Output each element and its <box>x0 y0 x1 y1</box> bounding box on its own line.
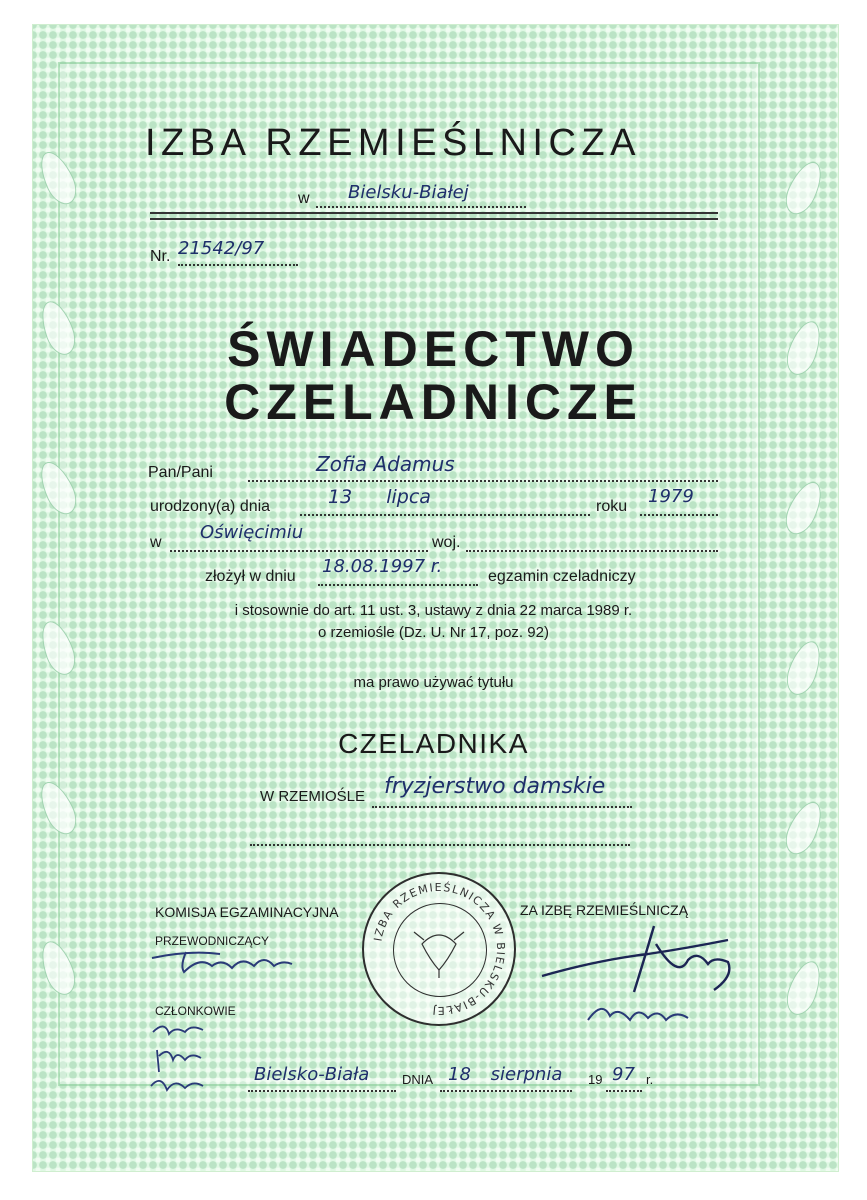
legal-basis-line1: i stosownie do art. 11 ust. 3, ustawy z dnia 22 marca 1989 r. <box>234 602 633 619</box>
name-label: Pan/Pani <box>148 464 213 481</box>
location-prefix: w <box>298 190 310 207</box>
place-value: Oświęcimiu <box>200 522 304 543</box>
location-value: Bielsku-Białej <box>348 182 469 203</box>
number-line <box>178 238 298 266</box>
number-value: 21542/97 <box>178 238 265 259</box>
footer-day-value: 18 sierpnia <box>448 1064 563 1085</box>
footer-day-line <box>440 1064 572 1092</box>
chair-signature <box>150 944 300 978</box>
official-seal <box>362 872 516 1026</box>
header-divider <box>150 212 718 214</box>
footer-year-prefix: 19 <box>588 1072 603 1087</box>
exam-date-line <box>318 556 478 586</box>
craft-extra-line <box>250 830 630 846</box>
seal-lettering <box>364 874 514 1024</box>
chamber-label: ZA IZBĘ RZEMIEŚLNICZĄ <box>520 902 689 918</box>
svg-text:IZBA RZEMIEŚLNICZA W BIELSKU-B: IZBA RZEMIEŚLNICZA W BIELSKU-BIAŁEJ <box>371 880 508 1018</box>
qualification-title: CZELADNIKA <box>338 728 529 759</box>
institution-title: IZBA RZEMIEŚLNICZA <box>145 122 641 164</box>
footer-year-suffix: r. <box>646 1072 654 1087</box>
header-divider <box>150 218 718 220</box>
document-title-line1: ŚWIADECTWO <box>227 321 640 377</box>
born-value: 13 lipca <box>328 486 431 508</box>
footer-year-value: 97 <box>612 1064 635 1085</box>
exam-date-value: 18.08.1997 r. <box>322 556 443 577</box>
document-title-line2: CZELADNICZE <box>224 374 643 430</box>
footer-year-line <box>606 1064 642 1092</box>
place-line <box>170 522 428 552</box>
location-line <box>316 182 526 208</box>
footer-place-value: Bielsko-Biała <box>254 1064 370 1085</box>
members-label: CZŁONKOWIE <box>155 1004 236 1018</box>
name-value: Zofia Adamus <box>316 452 455 476</box>
footer-place-line <box>248 1064 396 1092</box>
entitlement-text: ma prawo używać tytułu <box>353 674 514 691</box>
number-prefix: Nr. <box>150 248 171 265</box>
chair-label: PRZEWODNICZĄCY <box>155 934 269 948</box>
born-label: urodzony(a) dnia <box>150 498 271 515</box>
legal-basis-line2: o rzemiośle (Dz. U. Nr 17, poz. 92) <box>318 624 549 641</box>
year-value: 1979 <box>648 486 694 507</box>
craft-line <box>372 774 632 808</box>
chamber-signatures <box>538 920 748 1040</box>
province-line <box>466 530 718 552</box>
craft-label: W RZEMIOŚLE <box>260 788 366 805</box>
craft-value: fryzjerstwo damskie <box>384 774 606 799</box>
name-line <box>248 452 718 482</box>
province-label: woj. <box>432 534 461 551</box>
year-label: roku <box>596 498 628 515</box>
footer-day-label: DNIA <box>402 1072 434 1087</box>
year-line <box>640 486 718 516</box>
commission-label: KOMISJA EGZAMINACYJNA <box>155 904 339 920</box>
place-prefix: w <box>150 534 162 551</box>
exam-date-label: złożył w dniu <box>205 568 296 585</box>
members-signatures <box>145 1016 215 1100</box>
born-line <box>300 486 590 516</box>
exam-type: egzamin czeladniczy <box>488 568 636 585</box>
